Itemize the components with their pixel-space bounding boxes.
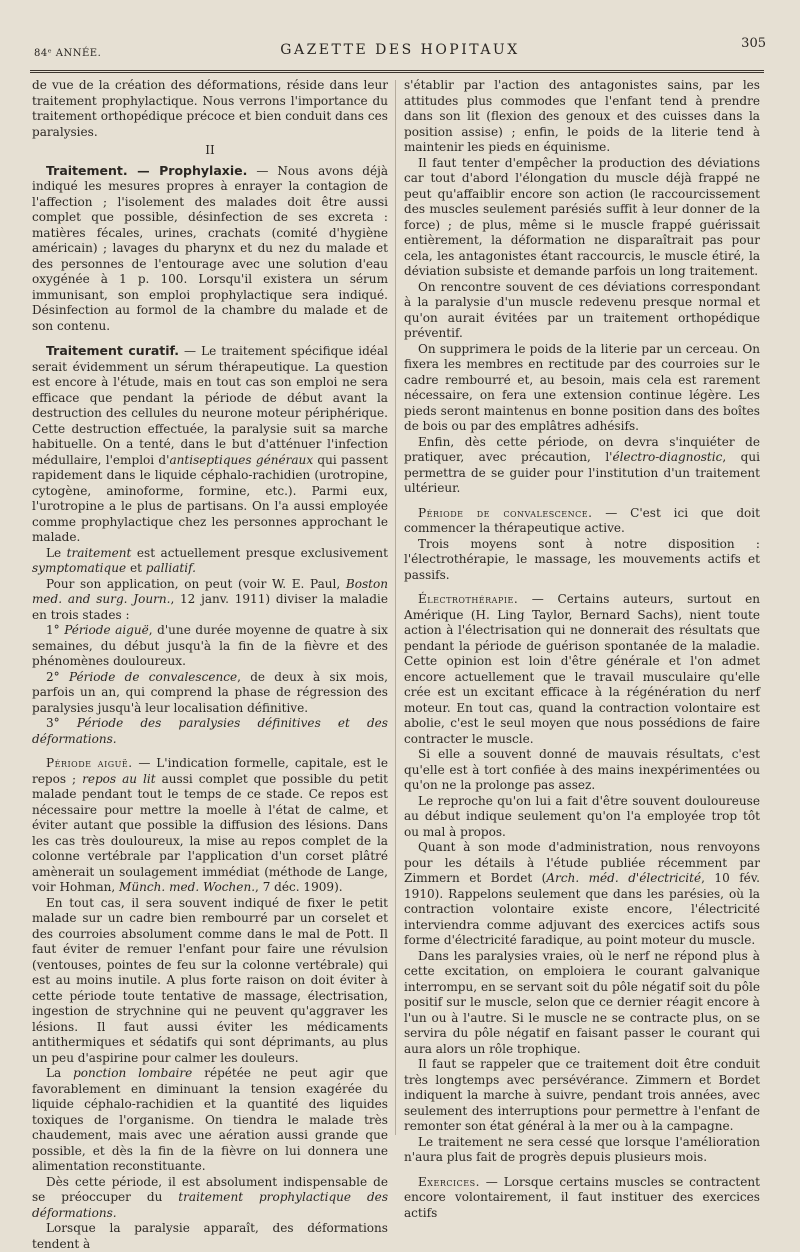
paragraph: Dans les paralysies vraies, où le nerf ne répond plus à cette excitation, on emploiera le courant galvanique interrompu, en se servant soit du pôle négatif soit du pôle positif sur le muscle, selon que ce dernier réagit encore à l'un ou à l'autre. Si le muscle ne se contracte plus, on se servira du pôle négatif en faisant passer le courant qui aura alors un rôle trophique. xyxy=(404,948,760,1056)
paragraph-exercices: Exercices. — Lorsque certains muscles se contractent encore volontairement, il faut instituer des exercices actifs xyxy=(404,1174,760,1220)
paragraph-aigue: Période aiguë. — L'indication formelle, capitale, est le repos ; repos au lit aussi complet que possible du petit malade pendant tout le temps de ce stade. Ce repos est nécessaire pour mettre la moelle à l'état de calme, et éviter autant que possible la diffusion des lésions. Dans les cas très douloureux, la mise au repos complet de la colonne vertébrale par l'application d'un corset plâtré amènerait un soulagement immédiat (méthode de Lange, voir Hohman, Münch. med. Wochen., 7 déc. 1909). xyxy=(32,756,389,894)
journal-title: GAZETTE DES HOPITAUX xyxy=(280,42,520,58)
stage-item: 2° Période de convalescence, de deux à six mois, parfois un an, qui comprend la phase de régression des paralysies jusqu'à leur localisation définitive. xyxy=(32,669,388,715)
paragraph: Il faut tenter d'empêcher la production des déviations car tout d'abord l'élongation du muscle déjà frappé ne peut qu'affaiblir encore son action (le raccourcissement des muscles seulement parésiés suffit à leur donner de la force) ; de plus, même si le muscle frappé guérissait entièrement, la déformation ne disparaîtrait pas pour cela, les antagonistes étant raccourcis, le muscle étiré, la déviation subsiste et demande parfois un long traitement. xyxy=(404,155,760,278)
paragraph-prophylaxie: Traitement. — Prophylaxie. — Nous avons déjà indiqué les mesures propres à enrayer la contagion de l'affection ; l'isolement des malades doit être aussi complet que possible, désinfection de ses excreta : matières fécales, urines, crachats (comité d'hygiène américain) ; lavages du pharynx et du nez du malade et des personnes de l'entourage avec une solution d'eau oxygénée à 1 p. 100. Lorsqu'il existera un sérum immunisant, son emploi prophylactique sera indiqué. Désinfection au formol de la chambre du malade et de son contenu. xyxy=(32,162,388,333)
stage-item: 1° Période aiguë, d'une durée moyenne de quatre à six semaines, du début jusqu'à la fin de la fièvre et des phénomènes douloureux. xyxy=(32,623,388,668)
paragraph: Enfin, dès cette période, on devra s'inquiéter de pratiquer, avec précaution, l'électro-diagnostic, qui permettra de se guider pour l'institution d'un traitement ultérieur. xyxy=(404,434,760,495)
stage-item: 3° Période des paralysies définitives et des déformations. xyxy=(32,716,388,746)
paragraph: Quant à son mode d'administration, nous renvoyons pour les détails à l'étude publiée récemment par Zimmern et Bordet (Arch. méd. d'électricité, 10 fév. 1910). Rappelons seulement que dans les parésies, où la contraction volontaire existe encore, l'électricité interviendra comme adjuvant des exercices actifs sous forme d'électricité faradique, au point moteur du muscle. xyxy=(404,840,761,947)
edition-label: 84ᵉ ANNÉE. xyxy=(34,48,102,59)
page-header xyxy=(30,30,770,70)
right-column xyxy=(404,78,760,1221)
section-numeral: II xyxy=(205,143,215,157)
page-number: 305 xyxy=(741,36,766,51)
paragraph: de vue de la création des déformations, réside dans leur traitement prophylactique. Nous verrons l'importance du traitement orthopédique précoce et bien conduit dans ces paralysies. xyxy=(32,78,388,139)
header-rule xyxy=(30,70,764,73)
left-column xyxy=(32,78,388,1252)
heading-curatif: Traitement curatif. xyxy=(46,343,180,358)
heading-prophylaxie: Traitement. — Prophylaxie. xyxy=(46,162,248,178)
paragraph: La ponction lombaire répétée ne peut agir que favorablement en diminuant la tension exagérée du liquide céphalo-rachidien et la quantité des liquides toxiques de l'organisme. On tiendra le malade très chaudement, mais avec une aération aussi grande que possible, et dès la fin de la fièvre on lui donnera une alimentation reconstituante. xyxy=(32,1066,389,1173)
paragraph: Dès cette période, il est absolument indispensable de se préoccuper du traitement prophylactique des déformations. xyxy=(32,1174,388,1220)
paragraph: On rencontre souvent de ces déviations correspondant à la paralysie d'un muscle redevenu presque normal et qu'on aurait évitées par un traitement orthopédique préventif. xyxy=(404,279,760,340)
paragraph: Lorsque la paralysie apparaît, des déformations tendent à xyxy=(32,1221,388,1251)
column-divider xyxy=(395,80,396,1135)
paragraph: Pour son application, on peut (voir W. E. Paul, Boston med. and surg. Journ., 12 janv. 1911) diviser la maladie en trois stades : xyxy=(32,576,388,622)
paragraph: En tout cas, il sera souvent indiqué de fixer le petit malade sur un cadre bien rembourré par un corselet et des courroies absolument comme dans le mal de Pott. Il faut éviter de remuer l'enfant pour faire une révulsion (ventouses, pointes de feu sur la colonne vertébrale) qui est au moins inutile. A plus forte raison on doit éviter à cette période toute tentative de massage, électrisation, ingestion de strychnine qui ne peuvent qu'aggraver les lésions. Il faut aussi éviter les médicaments antithermiques et sédatifs qui sont déprimants, au plus un peu d'aspirine pour calmer les douleurs. xyxy=(32,895,388,1065)
paragraph-electrotherapie: Électrothérapie. — Certains auteurs, surtout en Amérique (H. Ling Taylor, Bernard Sachs), nient toute action à l'électrisation qui ne donnerait des résultats que pendant la période de guérison spontanée de la maladie. Cette opinion est loin d'être générale et l'on admet encore actuellement que le travail musculaire qu'elle crée est un excitant efficace à la régénération du nerf moteur. En tout cas, quand la contraction volontaire est abolie, c'est le seul moyen que nous possédions de faire contracter le muscle. xyxy=(404,592,760,746)
heading-convalescence: Période de convalescence. xyxy=(418,505,593,520)
paragraph: Le traitement est actuellement presque exclusivement symptomatique et palliatif. xyxy=(32,545,388,575)
paragraph: Le reproche qu'on lui a fait d'être souvent douloureuse au début indique seulement qu'on l'a employée trop tôt ou mal à propos. xyxy=(404,793,760,839)
paragraph: s'établir par l'action des antagonistes sains, par les attitudes plus commodes que l'enfant tend à prendre dans son lit (flexion des genoux et des cuisses dans la position assise) ; enfin, le poids de la literie tend à maintenir les pieds en équinisme. xyxy=(404,78,760,154)
paragraph: Si elle a souvent donné de mauvais résultats, c'est qu'elle est à tort confiée à des mains inexpérimentées ou qu'on ne la prolonge pas assez. xyxy=(404,747,760,792)
paragraph: Il faut se rappeler que ce traitement doit être conduit très longtemps avec persévérance. Zimmern et Bordet indiquent la marche à suivre, pendant trois années, avec seulement des interruptions pour permettre à l'enfant de remonter son état général à la mer ou à la campagne. xyxy=(404,1057,760,1133)
heading-exercices: Exercices. xyxy=(418,1174,480,1189)
paragraph: Trois moyens sont à notre disposition : l'électrothérapie, le massage, les mouvements actifs et passifs. xyxy=(404,536,760,582)
paragraph-convalescence: Période de convalescence. — C'est ici que doit commencer la thérapeutique active. xyxy=(404,505,760,535)
paragraph: Le traitement ne sera cessé que lorsque l'amélioration n'aura plus fait de progrès depuis plusieurs mois. xyxy=(404,1134,760,1164)
paragraph-curatif: Traitement curatif. — Le traitement spécifique idéal serait évidemment un sérum thérapeutique. La question est encore à l'étude, mais en tout cas son emploi ne sera efficace que pendant la période de début avant la destruction des cellules du neurone moteur périphérique. Cette destruction effectuée, la paralysie suit sa marche habituelle. On a tenté, dans le but d'atténuer l'infection médullaire, l'emploi d'antiseptiques généraux qui passent rapidement dans le liquide céphalo-rachidien (urotropine, cytogène, aminoforme, formine, etc.). Parmi eux, l'urotropine a le plus de partisans. On l'a aussi employée comme prophylactique chez les personnes approchant le malade. xyxy=(32,343,388,544)
heading-electrotherapie: Électrothérapie. xyxy=(418,592,519,606)
heading-aigue: Période aiguë. xyxy=(46,756,133,770)
paragraph: On supprimera le poids de la literie par un cerceau. On fixera les membres en rectitude par des courroies sur le cadre rembourré et, au besoin, mais cela est rarement nécessaire, on fera une extension continue légère. Les pieds seront maintenus en bonne position dans des boîtes de bois ou par des emplâtres adhésifs. xyxy=(404,341,760,433)
